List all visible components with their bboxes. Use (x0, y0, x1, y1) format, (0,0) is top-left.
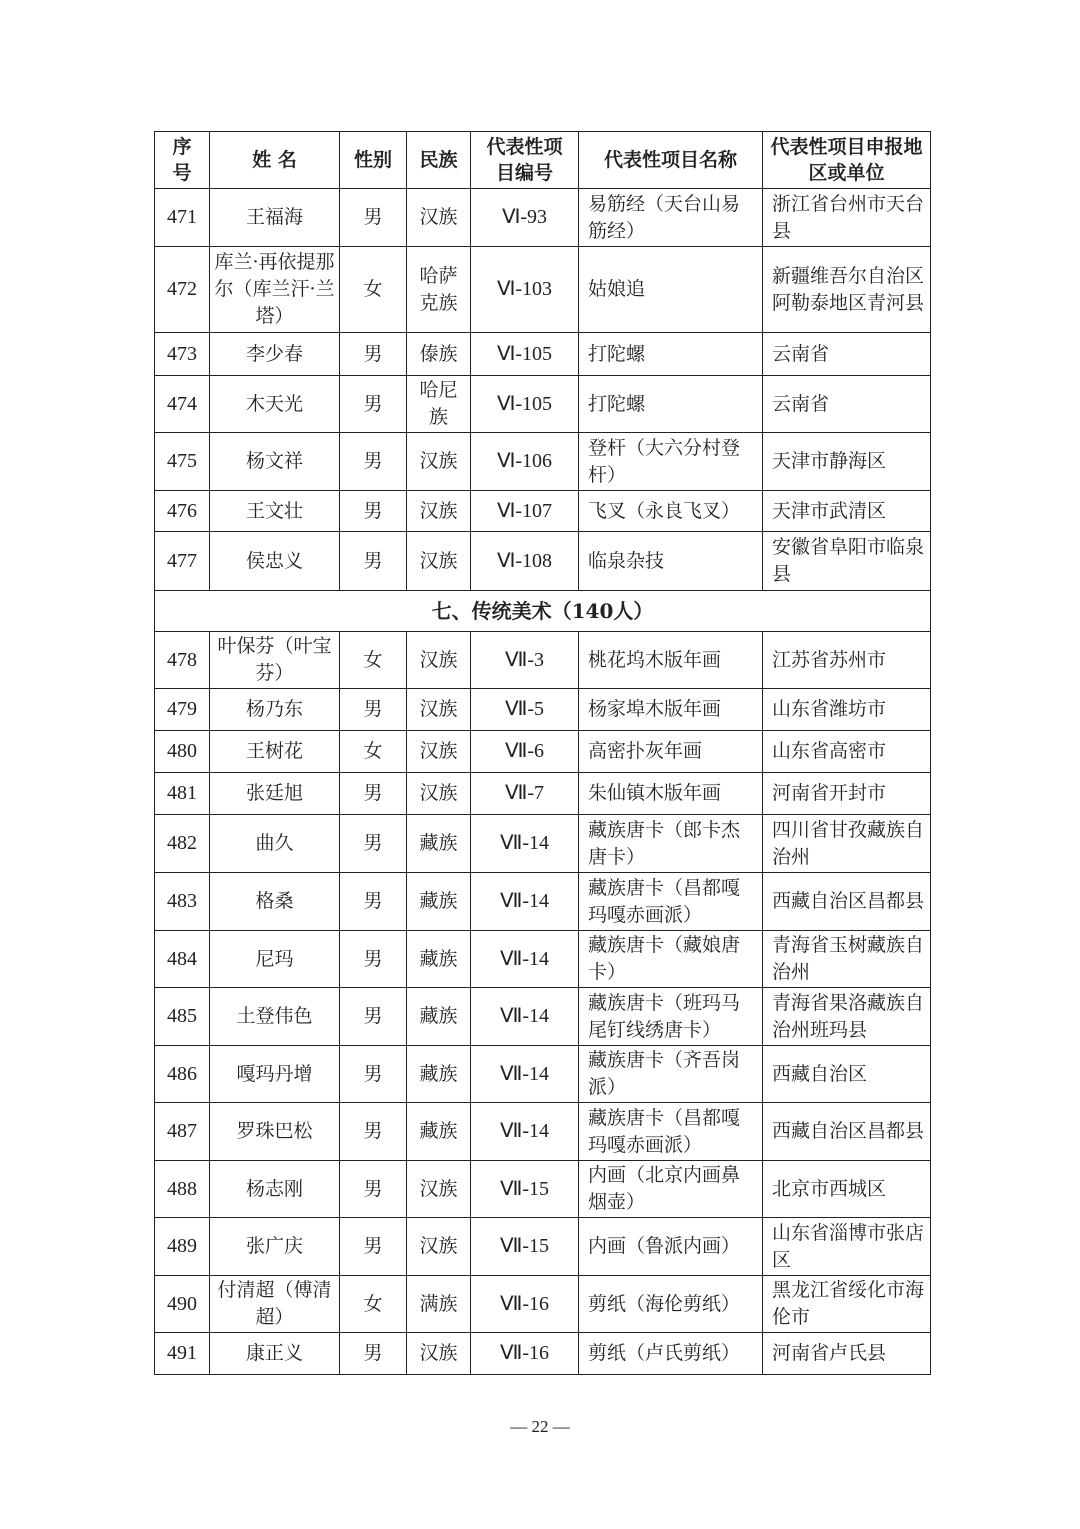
cell-gender: 女 (340, 1276, 407, 1333)
cell-gender: 男 (340, 689, 407, 731)
table-row (155, 1046, 931, 1103)
table-row (155, 931, 931, 988)
table-row (155, 247, 931, 333)
cell-project: 杨家埠木版年画 (579, 689, 763, 731)
cell-seq: 481 (155, 773, 210, 815)
table-row (155, 873, 931, 931)
cell-region: 山东省高密市 (763, 731, 931, 773)
table-row (155, 532, 931, 591)
table-body-fine-arts (155, 632, 931, 1375)
cell-code: Ⅶ-15 (471, 1218, 579, 1276)
cell-seq: 486 (155, 1046, 210, 1103)
cell-ethnicity: 汉族 (407, 632, 471, 689)
cell-name: 土登伟色 (210, 988, 340, 1046)
cell-name: 王文壮 (210, 491, 340, 532)
cell-gender: 男 (340, 1333, 407, 1375)
cell-ethnicity: 汉族 (407, 1333, 471, 1375)
table-row (155, 815, 931, 873)
cell-name: 库兰·再依提那尔（库兰汗·兰塔） (210, 247, 340, 333)
table-row (155, 1218, 931, 1276)
header-name: 姓 名 (210, 132, 340, 189)
cell-region: 黑龙江省绥化市海伦市 (763, 1276, 931, 1333)
cell-seq: 482 (155, 815, 210, 873)
cell-gender: 女 (340, 247, 407, 333)
cell-name: 曲久 (210, 815, 340, 873)
cell-code: Ⅶ-14 (471, 815, 579, 873)
cell-region: 浙江省台州市天台县 (763, 189, 931, 247)
cell-name: 付清超（傅清超） (210, 1276, 340, 1333)
cell-code: Ⅶ-14 (471, 988, 579, 1046)
cell-region: 山东省淄博市张店区 (763, 1218, 931, 1276)
cell-gender: 男 (340, 189, 407, 247)
cell-gender: 男 (340, 815, 407, 873)
cell-project: 藏族唐卡（昌都嘎玛嘎赤画派） (579, 1103, 763, 1161)
header-code: 代表性项目编号 (471, 132, 579, 189)
cell-project: 打陀螺 (579, 333, 763, 376)
table-row (155, 1333, 931, 1375)
cell-gender: 男 (340, 1161, 407, 1218)
cell-name: 杨志刚 (210, 1161, 340, 1218)
cell-gender: 男 (340, 773, 407, 815)
header-project: 代表性项目名称 (579, 132, 763, 189)
cell-name: 木天光 (210, 376, 340, 433)
cell-ethnicity: 汉族 (407, 433, 471, 491)
table-section (155, 591, 931, 632)
cell-gender: 男 (340, 333, 407, 376)
cell-seq: 483 (155, 873, 210, 931)
cell-code: Ⅶ-16 (471, 1276, 579, 1333)
cell-project: 藏族唐卡（班玛马尾钉线绣唐卡） (579, 988, 763, 1046)
cell-code: Ⅵ-105 (471, 376, 579, 433)
table-row (155, 433, 931, 491)
table-body-performing-arts (155, 189, 931, 591)
cell-gender: 男 (340, 931, 407, 988)
table-row (155, 376, 931, 433)
table-row (155, 1103, 931, 1161)
cell-ethnicity: 汉族 (407, 1161, 471, 1218)
cell-ethnicity: 汉族 (407, 532, 471, 591)
cell-code: Ⅵ-106 (471, 433, 579, 491)
cell-code: Ⅵ-103 (471, 247, 579, 333)
cell-region: 西藏自治区 (763, 1046, 931, 1103)
cell-name: 李少春 (210, 333, 340, 376)
cell-seq: 484 (155, 931, 210, 988)
cell-gender: 男 (340, 1046, 407, 1103)
table-row (155, 689, 931, 731)
cell-code: Ⅶ-14 (471, 1046, 579, 1103)
table-row (155, 1276, 931, 1333)
cell-ethnicity: 藏族 (407, 988, 471, 1046)
cell-name: 侯忠义 (210, 532, 340, 591)
cell-ethnicity: 汉族 (407, 689, 471, 731)
cell-name: 杨乃东 (210, 689, 340, 731)
cell-project: 藏族唐卡（郎卡杰唐卡） (579, 815, 763, 873)
cell-name: 格桑 (210, 873, 340, 931)
cell-gender: 男 (340, 376, 407, 433)
cell-ethnicity: 傣族 (407, 333, 471, 376)
section-title: 七、传统美术（140人） (155, 591, 931, 632)
cell-project: 高密扑灰年画 (579, 731, 763, 773)
cell-code: Ⅶ-7 (471, 773, 579, 815)
cell-seq: 489 (155, 1218, 210, 1276)
cell-seq: 476 (155, 491, 210, 532)
page-number: — 22 — (510, 1417, 570, 1436)
header-region: 代表性项目申报地区或单位 (763, 132, 931, 189)
cell-name: 王福海 (210, 189, 340, 247)
cell-ethnicity: 藏族 (407, 873, 471, 931)
cell-ethnicity: 汉族 (407, 773, 471, 815)
cell-code: Ⅵ-107 (471, 491, 579, 532)
cell-region: 北京市西城区 (763, 1161, 931, 1218)
cell-region: 河南省开封市 (763, 773, 931, 815)
cell-region: 西藏自治区昌都县 (763, 873, 931, 931)
cell-project: 内画（鲁派内画） (579, 1218, 763, 1276)
cell-name: 王树花 (210, 731, 340, 773)
table-header-row (155, 132, 931, 189)
header-seq: 序号 (155, 132, 210, 189)
cell-region: 江苏省苏州市 (763, 632, 931, 689)
cell-seq: 479 (155, 689, 210, 731)
cell-seq: 478 (155, 632, 210, 689)
cell-gender: 女 (340, 632, 407, 689)
section-row (155, 591, 931, 632)
table-row (155, 731, 931, 773)
cell-name: 杨文祥 (210, 433, 340, 491)
header-ethnicity: 民族 (407, 132, 471, 189)
cell-code: Ⅵ-108 (471, 532, 579, 591)
inheritors-table (154, 131, 931, 1375)
cell-code: Ⅶ-14 (471, 1103, 579, 1161)
cell-gender: 男 (340, 433, 407, 491)
cell-code: Ⅵ-93 (471, 189, 579, 247)
cell-seq: 472 (155, 247, 210, 333)
cell-ethnicity: 哈萨克族 (407, 247, 471, 333)
cell-region: 四川省甘孜藏族自治州 (763, 815, 931, 873)
table-row (155, 988, 931, 1046)
cell-project: 朱仙镇木版年画 (579, 773, 763, 815)
cell-name: 张廷旭 (210, 773, 340, 815)
cell-code: Ⅶ-15 (471, 1161, 579, 1218)
cell-project: 打陀螺 (579, 376, 763, 433)
cell-name: 张广庆 (210, 1218, 340, 1276)
cell-project: 剪纸（海伦剪纸） (579, 1276, 763, 1333)
cell-region: 天津市武清区 (763, 491, 931, 532)
cell-project: 藏族唐卡（齐吾岗派） (579, 1046, 763, 1103)
cell-seq: 485 (155, 988, 210, 1046)
cell-code: Ⅶ-3 (471, 632, 579, 689)
table-row (155, 1161, 931, 1218)
table-row (155, 333, 931, 376)
cell-ethnicity: 藏族 (407, 1046, 471, 1103)
cell-seq: 490 (155, 1276, 210, 1333)
cell-region: 西藏自治区昌都县 (763, 1103, 931, 1161)
cell-name: 康正义 (210, 1333, 340, 1375)
table-row (155, 189, 931, 247)
cell-code: Ⅶ-14 (471, 931, 579, 988)
cell-code: Ⅶ-16 (471, 1333, 579, 1375)
cell-seq: 480 (155, 731, 210, 773)
table-row (155, 773, 931, 815)
cell-ethnicity: 汉族 (407, 491, 471, 532)
cell-region: 河南省卢氏县 (763, 1333, 931, 1375)
cell-ethnicity: 哈尼族 (407, 376, 471, 433)
cell-seq: 474 (155, 376, 210, 433)
cell-project: 姑娘追 (579, 247, 763, 333)
cell-ethnicity: 藏族 (407, 1103, 471, 1161)
cell-gender: 女 (340, 731, 407, 773)
table-row (155, 632, 931, 689)
cell-ethnicity: 藏族 (407, 815, 471, 873)
cell-seq: 471 (155, 189, 210, 247)
cell-ethnicity: 汉族 (407, 731, 471, 773)
cell-name: 嘎玛丹增 (210, 1046, 340, 1103)
cell-seq: 477 (155, 532, 210, 591)
cell-ethnicity: 汉族 (407, 1218, 471, 1276)
cell-region: 青海省果洛藏族自治州班玛县 (763, 988, 931, 1046)
cell-project: 飞叉（永良飞叉） (579, 491, 763, 532)
cell-project: 易筋经（天台山易筋经） (579, 189, 763, 247)
cell-project: 登杆（大六分村登杆） (579, 433, 763, 491)
cell-gender: 男 (340, 532, 407, 591)
cell-project: 藏族唐卡（藏娘唐卡） (579, 931, 763, 988)
cell-seq: 491 (155, 1333, 210, 1375)
cell-region: 天津市静海区 (763, 433, 931, 491)
cell-name: 罗珠巴松 (210, 1103, 340, 1161)
cell-code: Ⅶ-14 (471, 873, 579, 931)
cell-region: 山东省潍坊市 (763, 689, 931, 731)
cell-region: 云南省 (763, 376, 931, 433)
cell-seq: 475 (155, 433, 210, 491)
cell-gender: 男 (340, 988, 407, 1046)
table-row (155, 491, 931, 532)
cell-project: 内画（北京内画鼻烟壶） (579, 1161, 763, 1218)
cell-ethnicity: 汉族 (407, 189, 471, 247)
cell-name: 尼玛 (210, 931, 340, 988)
header-gender: 性别 (340, 132, 407, 189)
cell-project: 剪纸（卢氏剪纸） (579, 1333, 763, 1375)
cell-gender: 男 (340, 1103, 407, 1161)
cell-region: 云南省 (763, 333, 931, 376)
cell-project: 藏族唐卡（昌都嘎玛嘎赤画派） (579, 873, 763, 931)
cell-code: Ⅵ-105 (471, 333, 579, 376)
cell-region: 安徽省阜阳市临泉县 (763, 532, 931, 591)
cell-seq: 473 (155, 333, 210, 376)
cell-ethnicity: 满族 (407, 1276, 471, 1333)
cell-ethnicity: 藏族 (407, 931, 471, 988)
cell-region: 新疆维吾尔自治区阿勒泰地区青河县 (763, 247, 931, 333)
cell-name: 叶保芬（叶宝芬） (210, 632, 340, 689)
cell-gender: 男 (340, 1218, 407, 1276)
cell-project: 桃花坞木版年画 (579, 632, 763, 689)
cell-code: Ⅶ-5 (471, 689, 579, 731)
cell-gender: 男 (340, 873, 407, 931)
cell-project: 临泉杂技 (579, 532, 763, 591)
cell-seq: 487 (155, 1103, 210, 1161)
cell-seq: 488 (155, 1161, 210, 1218)
cell-code: Ⅶ-6 (471, 731, 579, 773)
cell-region: 青海省玉树藏族自治州 (763, 931, 931, 988)
cell-gender: 男 (340, 491, 407, 532)
